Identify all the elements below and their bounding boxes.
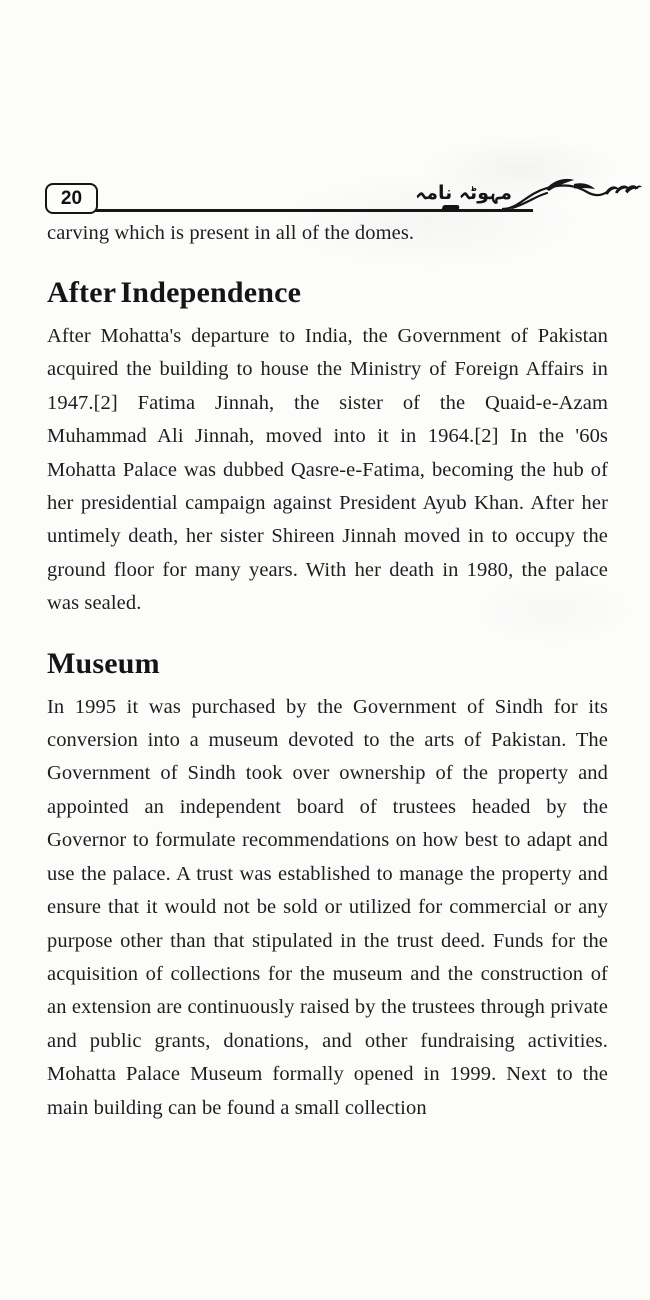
book-title-calligraphy: مہوٹہ نامہ — [415, 182, 512, 204]
header-rule — [93, 209, 533, 212]
page-header — [0, 183, 650, 217]
section-heading-after-independence: After Independence — [47, 276, 302, 309]
page-number: 20 — [60, 187, 83, 209]
page-number-badge — [45, 183, 98, 214]
calligraphy-swash-icon — [502, 178, 642, 216]
continuation-line: carving which is present in all of the domes. — [47, 222, 415, 244]
section-paragraph-after-independence: After Mohatta's departure to India, the Government of Pakistan acquired the building to house the Ministry of Foreign Affairs in 1947.[2] Fatima Jinnah, the sister of the Quaid-e-Azam Muhammad Ali Jinnah, moved into it in 1964.[2] In the '60s Mohatta Palace was dubbed Qasre-e-Fatima, becoming the hub of her presidential campaign against President Ayub Khan. After her untimely death, her sister Shireen Jinnah moved in to occupy the ground floor for many years. With her death in 1980, the palace was sealed. — [47, 325, 608, 615]
page-body — [47, 217, 608, 1125]
section-paragraph-museum: In 1995 it was purchased by the Government of Sindh for its conversion into a museum devoted to the arts of Pakistan. The Government of Sindh took over ownership of the property and appointed an independent board of trustees headed by the Governor to formulate recommendations on how best to adapt and use the palace. A trust was established to manage the property and ensure that it would not be sold or utilized for commercial or any purpose other than that stipulated in the trust deed. Funds for the acquisition of collections for the museum and the construction of an extension are continuously raised by the trustees through private and public grants, donations, and other fundraising activities. Mohatta Palace Museum formally opened in 1999. Next to the main building can be found a small collection — [47, 695, 608, 1119]
section-heading-museum: Museum — [47, 646, 160, 680]
calligraphy-ornament-icon — [441, 205, 460, 212]
